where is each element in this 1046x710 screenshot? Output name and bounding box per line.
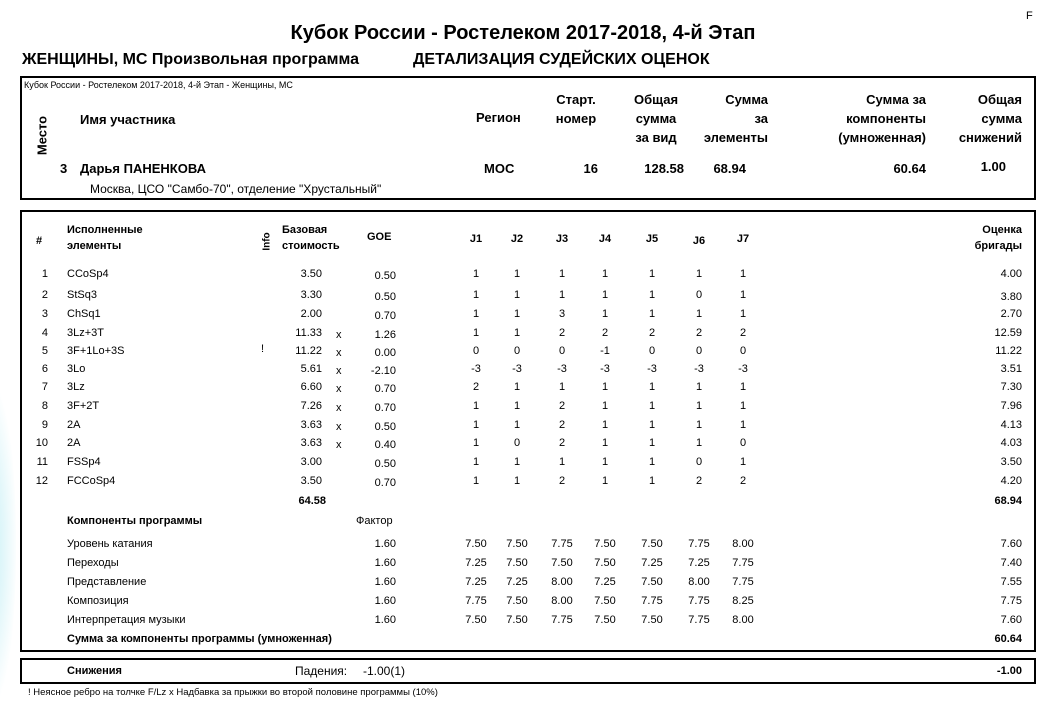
judge-score: 1 — [695, 308, 703, 320]
place-header: Место — [34, 115, 50, 156]
footnote: ! Неясное ребро на толчке F/Lz x Надбавка за прыжки во второй половине программы (10%) — [28, 687, 438, 698]
judge-score: 2 — [558, 475, 566, 487]
element-name: FCCoSp4 — [67, 475, 116, 487]
components-header-2: компоненты — [846, 111, 926, 126]
element-name: 3Lz — [67, 381, 85, 393]
judge-component-score: 8.00 — [732, 614, 754, 626]
components-sum: 60.64 — [994, 633, 1022, 645]
judge-score: 1 — [648, 437, 656, 449]
judge-score: 1 — [648, 308, 656, 320]
element-base-value: 3.63 — [300, 419, 322, 431]
judge-component-score: 7.25 — [594, 576, 616, 588]
element-base-value: 3.50 — [300, 268, 322, 280]
skater-place: 3 — [60, 161, 68, 176]
judge-header: J1 — [469, 233, 483, 245]
judge-score: 1 — [601, 419, 609, 431]
name-header: Имя участника — [80, 112, 176, 127]
judge-score: 1 — [648, 289, 656, 301]
judge-score: 1 — [648, 456, 656, 468]
judge-score: 1 — [601, 475, 609, 487]
judge-score: 1 — [739, 456, 747, 468]
judge-component-score: 7.50 — [641, 576, 663, 588]
element-name: 3Lz+3T — [67, 327, 104, 339]
judge-component-score: 7.25 — [641, 557, 663, 569]
th-base-1: Базовая — [282, 224, 328, 236]
judge-score: 1 — [739, 268, 747, 280]
element-name: 3Lo — [67, 363, 86, 375]
skater-club: Москва, ЦСО "Самбо-70", отделение "Хрустальный" — [90, 182, 382, 196]
judge-score: 1 — [558, 289, 566, 301]
judge-score: 1 — [695, 400, 703, 412]
deductions-total: -1.00 — [996, 665, 1022, 677]
judge-score: 2 — [558, 419, 566, 431]
judge-score: 0 — [739, 437, 747, 449]
judge-score: 1 — [513, 268, 521, 280]
element-goe: 0.00 — [374, 347, 396, 359]
judge-score: 1 — [648, 419, 656, 431]
component-panel-score: 7.60 — [1000, 614, 1022, 626]
judge-component-score: 7.75 — [551, 614, 573, 626]
th-num: # — [36, 235, 43, 247]
element-base-value: 2.00 — [300, 308, 322, 320]
judge-score: 1 — [601, 289, 609, 301]
total-header-3: за вид — [635, 130, 677, 145]
judge-score: 1 — [472, 289, 480, 301]
judge-score: 1 — [601, 308, 609, 320]
judge-score: -1 — [600, 345, 610, 357]
judge-score: 2 — [558, 437, 566, 449]
judge-component-score: 7.50 — [506, 595, 528, 607]
skater-total: 128.58 — [644, 161, 684, 176]
element-panel-score: 7.30 — [1000, 381, 1022, 393]
element-goe: 0.70 — [374, 402, 396, 414]
component-name: Переходы — [67, 557, 119, 569]
judge-score: 1 — [739, 308, 747, 320]
corner-mark: F — [1026, 10, 1033, 22]
factor-header: Фактор — [356, 515, 393, 527]
element-base-value: 3.63 — [300, 437, 322, 449]
element-goe: 0.70 — [374, 477, 396, 489]
element-number: 10 — [35, 437, 48, 449]
skater-region: МОС — [484, 161, 515, 176]
judge-component-score: 7.50 — [594, 538, 616, 550]
judge-component-score: 7.75 — [465, 595, 487, 607]
elements-header-3: элементы — [703, 130, 768, 145]
subtitle-right: ДЕТАЛИЗАЦИЯ СУДЕЙСКИХ ОЦЕНОК — [413, 51, 710, 68]
judge-score: 1 — [601, 456, 609, 468]
element-base-value: 3.50 — [300, 475, 322, 487]
element-base-value: 5.61 — [300, 363, 322, 375]
judge-score: 0 — [513, 437, 521, 449]
component-name: Уровень катания — [67, 538, 153, 550]
deductions-header-1: Общая — [977, 92, 1022, 107]
judge-score: -3 — [600, 363, 610, 375]
subtitle-left: ЖЕНЩИНЫ, МС Произвольная программа — [22, 51, 360, 68]
element-name: 2A — [67, 437, 81, 449]
judge-score: 1 — [601, 400, 609, 412]
judge-component-score: 8.00 — [551, 576, 573, 588]
element-name: ChSq1 — [67, 308, 101, 320]
element-base-value: 6.60 — [300, 381, 322, 393]
judge-score: 1 — [695, 381, 703, 393]
element-base-value: 3.30 — [300, 289, 322, 301]
element-panel-score: 11.22 — [995, 345, 1022, 357]
judge-score: 1 — [695, 419, 703, 431]
element-number: 11 — [36, 456, 48, 468]
region-header: Регион — [476, 110, 521, 125]
start-header-2: номер — [555, 111, 597, 126]
components-header-1: Сумма за — [866, 92, 926, 107]
judge-score: 1 — [513, 419, 521, 431]
element-goe: 0.50 — [374, 270, 396, 282]
components-header: Компоненты программы — [67, 515, 203, 527]
judge-component-score: 7.50 — [594, 557, 616, 569]
deductions-label: Снижения — [67, 665, 122, 677]
component-panel-score: 7.40 — [1000, 557, 1022, 569]
element-bonus-mark: x — [336, 439, 342, 451]
judge-score: 2 — [472, 381, 480, 393]
decorative-swoosh — [0, 380, 16, 710]
deductions-header-2: сумма — [981, 111, 1022, 126]
judge-score: 1 — [601, 437, 609, 449]
element-panel-score: 3.80 — [1000, 291, 1022, 303]
judge-score: 1 — [513, 289, 521, 301]
judge-score: 1 — [472, 475, 480, 487]
element-panel-score: 4.20 — [1000, 475, 1022, 487]
element-number: 6 — [41, 363, 48, 375]
judge-score: 1 — [739, 419, 747, 431]
components-header-3: (умноженная) — [838, 130, 926, 145]
element-name: FSSp4 — [67, 456, 101, 468]
element-panel-score: 2.70 — [1000, 308, 1022, 320]
component-name: Композиция — [67, 595, 129, 607]
element-info: ! — [261, 343, 265, 355]
judge-score: 2 — [695, 475, 703, 487]
judge-score: -3 — [738, 363, 748, 375]
element-bonus-mark: x — [336, 329, 342, 341]
event-line: Кубок России - Ростелеком 2017-2018, 4-й Этап - Женщины, МС — [24, 80, 293, 90]
judge-score: 1 — [695, 268, 703, 280]
judge-component-score: 7.75 — [732, 557, 754, 569]
judge-component-score: 7.75 — [688, 595, 710, 607]
skater-components: 60.64 — [893, 161, 926, 176]
element-panel-score: 4.00 — [1000, 268, 1022, 280]
element-goe: 0.50 — [374, 458, 396, 470]
element-goe: -2.10 — [370, 365, 396, 377]
element-panel-score: 3.51 — [1000, 363, 1022, 375]
th-elements-2: элементы — [67, 240, 122, 252]
skater-deductions: 1.00 — [980, 159, 1006, 174]
total-header-1: Общая — [633, 92, 679, 107]
judge-score: 1 — [558, 456, 566, 468]
judge-score: 1 — [513, 456, 521, 468]
judge-component-score: 7.50 — [594, 614, 616, 626]
judge-score: 1 — [558, 381, 566, 393]
judge-score: 1 — [739, 381, 747, 393]
skater-name: Дарья ПАНЕНКОВА — [80, 161, 206, 176]
component-factor: 1.60 — [374, 557, 396, 569]
component-factor: 1.60 — [374, 614, 396, 626]
element-number: 8 — [41, 400, 48, 412]
element-name: CCoSp4 — [67, 268, 109, 280]
elements-header-2: за — [754, 111, 768, 126]
th-info: Info — [261, 232, 273, 251]
judge-score: -3 — [694, 363, 704, 375]
component-name: Представление — [67, 576, 147, 588]
judge-score: 0 — [739, 345, 747, 357]
judge-component-score: 8.00 — [551, 595, 573, 607]
judge-header: J5 — [645, 233, 659, 245]
deductions-header-3: снижений — [958, 130, 1022, 145]
falls-label: Падения: — [295, 664, 348, 678]
element-panel-score: 7.96 — [1000, 400, 1022, 412]
judge-score: 1 — [513, 475, 521, 487]
element-bonus-mark: x — [336, 383, 342, 395]
judge-score: 2 — [558, 400, 566, 412]
judge-score: -3 — [557, 363, 567, 375]
element-base-value: 7.26 — [300, 400, 322, 412]
judge-score: 2 — [695, 327, 703, 339]
component-factor: 1.60 — [374, 576, 396, 588]
element-bonus-mark: x — [336, 421, 342, 433]
judge-component-score: 7.50 — [641, 614, 663, 626]
judge-component-score: 7.50 — [506, 538, 528, 550]
judge-component-score: 8.00 — [688, 576, 710, 588]
element-panel-score: 3.50 — [1000, 456, 1022, 468]
judge-score: 2 — [648, 327, 656, 339]
component-name: Интерпретация музыки — [67, 614, 186, 626]
element-panel-score: 12.59 — [994, 327, 1022, 339]
element-panel-score: 4.03 — [1000, 437, 1022, 449]
element-bonus-mark: x — [336, 347, 342, 359]
judge-component-score: 7.50 — [506, 614, 528, 626]
judge-score: 1 — [472, 400, 480, 412]
judge-score: 1 — [739, 400, 747, 412]
judge-score: 3 — [558, 308, 566, 320]
judge-score: 1 — [648, 400, 656, 412]
element-name: StSq3 — [67, 289, 97, 301]
skater-info-box — [20, 76, 1036, 200]
judge-component-score: 7.25 — [465, 576, 487, 588]
judge-score: 0 — [648, 345, 656, 357]
judge-score: 1 — [695, 437, 703, 449]
element-bonus-mark: x — [336, 402, 342, 414]
judge-score: 1 — [472, 419, 480, 431]
judge-score: 1 — [513, 308, 521, 320]
judge-score: 0 — [695, 345, 703, 357]
judge-score: -3 — [512, 363, 522, 375]
judge-score: 1 — [472, 268, 480, 280]
judge-component-score: 7.50 — [465, 614, 487, 626]
element-goe: 0.40 — [374, 439, 396, 451]
judge-score: 0 — [695, 289, 703, 301]
element-number: 12 — [35, 475, 48, 487]
judge-score: 1 — [513, 400, 521, 412]
element-base-value: 11.33 — [295, 327, 322, 339]
judge-score: 0 — [558, 345, 566, 357]
judge-score: 0 — [513, 345, 521, 357]
judge-score: 1 — [472, 327, 480, 339]
element-name: 2A — [67, 419, 81, 431]
judge-component-score: 7.75 — [732, 576, 754, 588]
deductions-box — [20, 658, 1036, 684]
element-bonus-mark: x — [336, 365, 342, 377]
judge-score: 1 — [472, 437, 480, 449]
judge-component-score: 7.50 — [506, 557, 528, 569]
element-goe: 0.50 — [374, 291, 396, 303]
elements-total: 68.94 — [994, 495, 1022, 507]
element-name: 3F+1Lo+3S — [67, 345, 125, 357]
th-base-2: стоимость — [282, 240, 340, 252]
component-factor: 1.60 — [374, 595, 396, 607]
judge-header: J7 — [736, 233, 750, 245]
elements-header-1: Сумма — [725, 92, 768, 107]
th-panel-1: Оценка — [982, 224, 1022, 236]
judge-header: J4 — [598, 233, 612, 245]
judge-score: 1 — [472, 308, 480, 320]
element-base-value: 11.22 — [295, 345, 322, 357]
judge-score: -3 — [471, 363, 481, 375]
total-header-2: сумма — [635, 111, 677, 126]
judge-component-score: 7.50 — [594, 595, 616, 607]
element-number: 5 — [41, 345, 48, 357]
base-total: 64.58 — [298, 495, 326, 507]
judge-header: J6 — [692, 235, 706, 247]
judge-component-score: 7.75 — [641, 595, 663, 607]
judge-score: 1 — [648, 475, 656, 487]
judge-score: 0 — [695, 456, 703, 468]
judge-component-score: 7.50 — [551, 557, 573, 569]
th-panel-2: бригады — [974, 240, 1022, 252]
th-goe: GOE — [367, 231, 392, 243]
judge-score: 1 — [513, 327, 521, 339]
component-panel-score: 7.55 — [1000, 576, 1022, 588]
judge-score: 1 — [648, 268, 656, 280]
judge-component-score: 7.75 — [688, 538, 710, 550]
judge-score: 1 — [558, 268, 566, 280]
element-number: 1 — [41, 268, 48, 280]
skater-elements: 68.94 — [713, 161, 746, 176]
page-title: Кубок России - Ростелеком 2017-2018, 4-й Этап — [290, 22, 756, 44]
judge-component-score: 8.00 — [732, 538, 754, 550]
components-sum-label: Сумма за компоненты программы (умноженная) — [67, 633, 332, 645]
judge-component-score: 7.25 — [465, 557, 487, 569]
judge-component-score: 7.75 — [688, 614, 710, 626]
judge-score: 2 — [558, 327, 566, 339]
judge-component-score: 7.25 — [688, 557, 710, 569]
element-base-value: 3.00 — [300, 456, 322, 468]
judge-score: -3 — [647, 363, 657, 375]
start-header-1: Старт. — [556, 92, 596, 107]
element-goe: 1.26 — [374, 329, 396, 341]
element-number: 9 — [41, 419, 48, 431]
judge-score: 1 — [601, 381, 609, 393]
judge-component-score: 7.50 — [641, 538, 663, 550]
component-panel-score: 7.75 — [1000, 595, 1022, 607]
judge-component-score: 7.25 — [506, 576, 528, 588]
judge-component-score: 7.75 — [551, 538, 573, 550]
judge-score: 1 — [739, 289, 747, 301]
element-number: 7 — [41, 381, 48, 393]
element-goe: 0.70 — [374, 383, 396, 395]
skater-start-number: 16 — [583, 161, 598, 176]
element-number: 2 — [41, 289, 48, 301]
falls-value: -1.00(1) — [363, 664, 406, 678]
component-factor: 1.60 — [374, 538, 396, 550]
judge-component-score: 7.50 — [465, 538, 487, 550]
component-panel-score: 7.60 — [1000, 538, 1022, 550]
element-panel-score: 4.13 — [1000, 419, 1022, 431]
element-name: 3F+2T — [67, 400, 100, 412]
judge-score: 1 — [648, 381, 656, 393]
element-goe: 0.70 — [374, 310, 396, 322]
judge-score: 0 — [472, 345, 480, 357]
judge-score: 2 — [739, 475, 747, 487]
judge-component-score: 8.25 — [732, 595, 754, 607]
element-number: 4 — [41, 327, 48, 339]
judge-score: 2 — [601, 327, 609, 339]
judge-header: J2 — [510, 233, 524, 245]
element-number: 3 — [41, 308, 48, 320]
judge-score: 2 — [739, 327, 747, 339]
element-goe: 0.50 — [374, 421, 396, 433]
judge-score: 1 — [472, 456, 480, 468]
th-elements-1: Исполненные — [67, 224, 143, 236]
judge-score: 1 — [601, 268, 609, 280]
judge-score: 1 — [513, 381, 521, 393]
judge-header: J3 — [555, 233, 569, 245]
